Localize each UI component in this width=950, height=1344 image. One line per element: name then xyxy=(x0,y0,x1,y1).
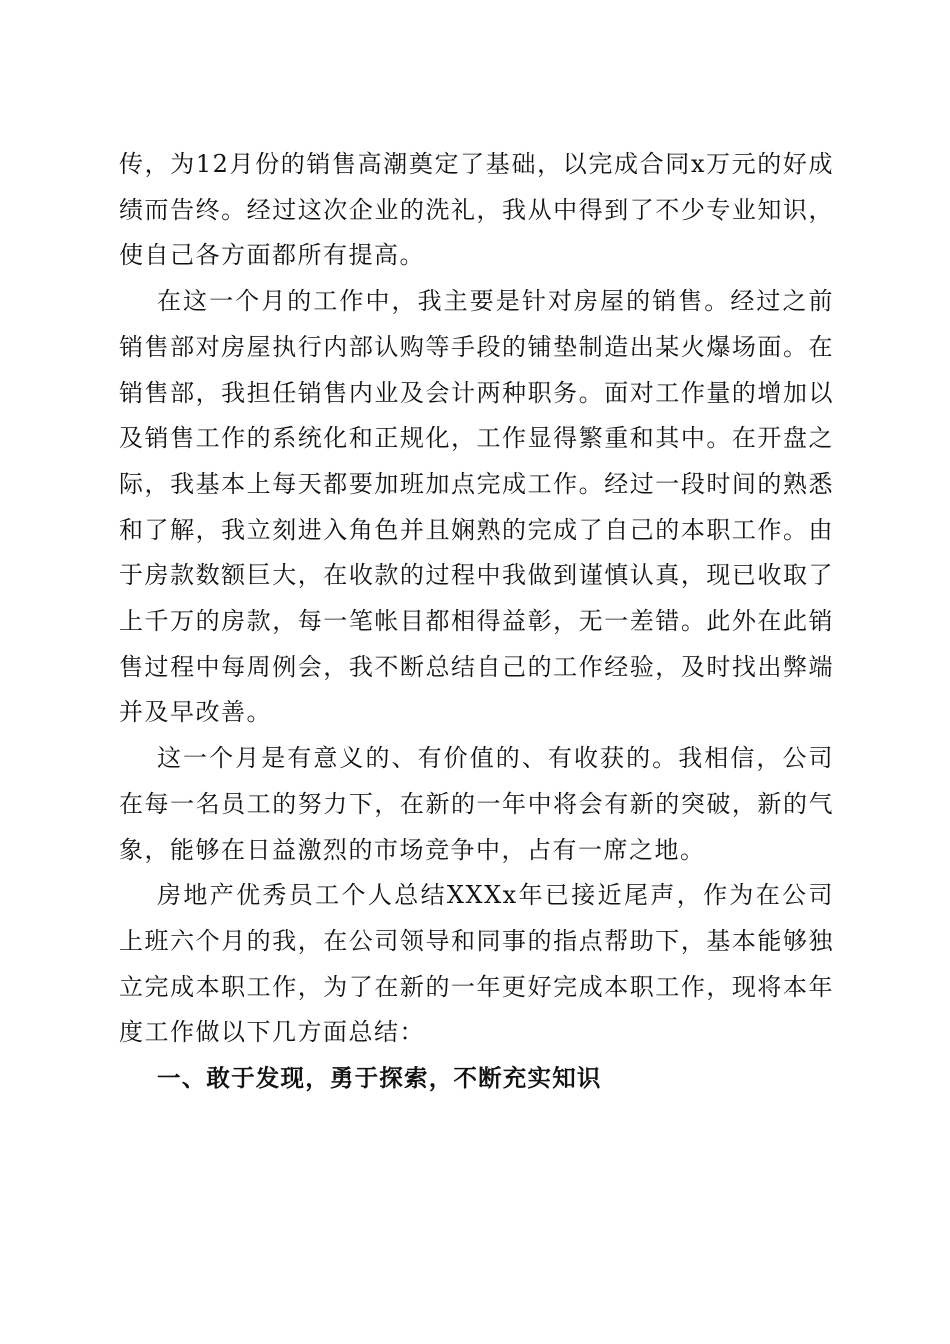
paragraph-year-summary-intro: 房地产优秀员工个人总结XXXx年已接近尾声，作为在公司上班六个月的我，在公司领导和同事的指点帮助下，基本能够独立完成本职工作，为了在新的一年更好完成本职工作，现将本年度工作做以下几方面总结： xyxy=(119,881,834,1047)
paragraph-continuation: 传，为12月份的销售高潮奠定了基础，以完成合同x万元的好成绩而告终。经过这次企业的洗礼，我从中得到了不少专业知识，使自己各方面都所有提高。 xyxy=(119,150,834,270)
paragraph-month-reflection: 这一个月是有意义的、有价值的、有收获的。我相信，公司在每一名员工的努力下，在新的一年中将会有新的突破，新的气象，能够在日益激烈的市场竞争中，占有一席之地。 xyxy=(119,744,834,864)
section-heading: 一、敢于发现，勇于探索，不断充实知识 xyxy=(157,1064,602,1093)
document-body xyxy=(119,142,834,1102)
paragraph-sales-work: 在这一个月的工作中，我主要是针对房屋的销售。经过之前销售部对房屋执行内部认购等手段的铺垫制造出某火爆场面。在销售部，我担任销售内业及会计两种职务。面对工作量的增加以及销售工作的系统化和正规化，工作显得繁重和其中。在开盘之际，我基本上每天都要加班加点完成工作。经过一段时间的熟悉和了解，我立刻进入角色并且娴熟的完成了自己的本职工作。由于房款数额巨大，在收款的过程中我做到谨慎认真，现已收取了上千万的房款，每一笔帐目都相得益彰，无一差错。此外在此销售过程中每周例会，我不断总结自己的工作经验，及时找出弊端并及早改善。 xyxy=(119,287,834,727)
